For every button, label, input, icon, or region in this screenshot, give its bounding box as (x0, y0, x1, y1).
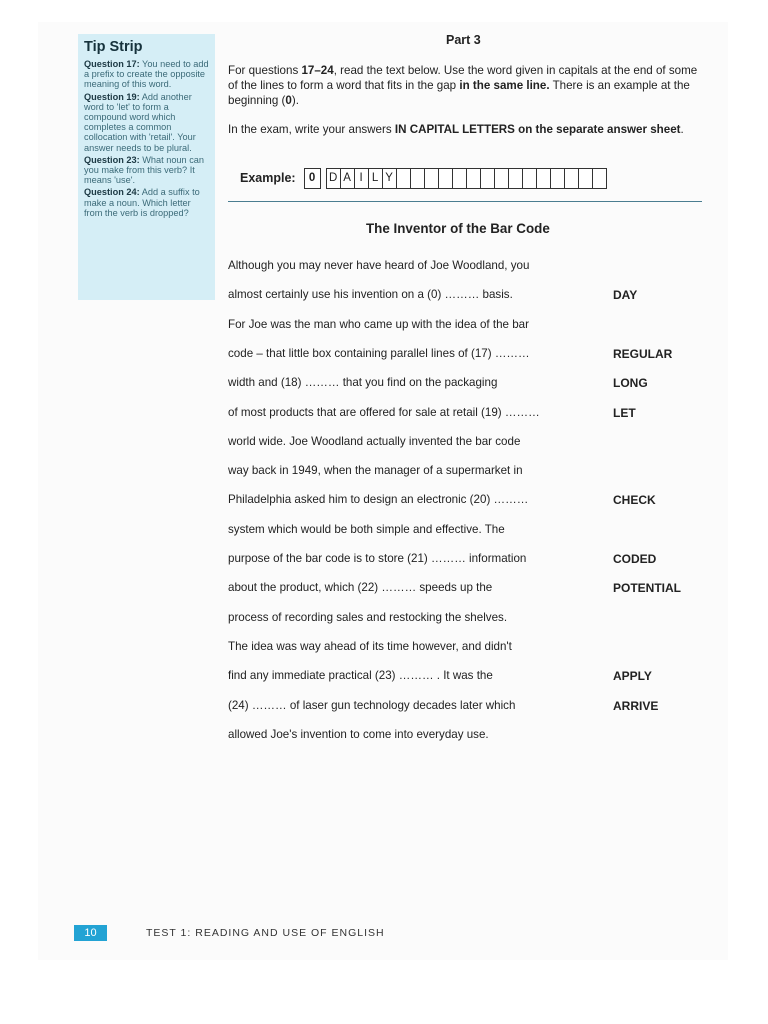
text-line-content: way back in 1949, when the manager of a supermarket in (228, 464, 523, 478)
exam-instructions (228, 122, 698, 137)
text-line-content: process of recording sales and restocking the shelves. (228, 610, 508, 624)
example-letter-box (522, 168, 537, 189)
text-line (228, 287, 698, 303)
text-line (228, 580, 698, 596)
text-line-content: system which would be both simple and effective. The (228, 522, 505, 536)
instr-range: 17–24 (301, 64, 334, 77)
text-line-content: (24) ……… of laser gun technology decades later which (228, 698, 516, 712)
tip-item-q24 (84, 187, 209, 218)
tip-strip (78, 34, 215, 300)
instr-text: There is an example at the beginning ( (228, 79, 690, 107)
instr-text: In the exam, write your answers (228, 123, 395, 136)
text-line (228, 463, 698, 479)
text-line (228, 492, 698, 508)
text-line-content: width and (18) ……… that you find on the packaging (228, 376, 498, 390)
text-line (228, 522, 698, 538)
example-letter-box (466, 168, 481, 189)
example-letter-box: D (326, 168, 341, 189)
text-line (228, 610, 698, 626)
example-letter-box (592, 168, 607, 189)
text-line-content: find any immediate practical (23) ……… . It was the (228, 669, 493, 683)
text-line-content: of most products that are offered for sale at retail (19) ……… (228, 405, 540, 419)
example-letter-box: L (368, 168, 383, 189)
example-letter-boxes (327, 168, 607, 189)
stem-word: LONG (613, 376, 648, 391)
text-line (228, 317, 698, 333)
text-line (228, 346, 698, 362)
tip-item-q17 (84, 59, 209, 90)
instr-text: , read the text below. Use the word given in capitals at the end of some of the lines to form a word that fits in the gap (228, 64, 698, 92)
text-line-content: The idea was way ahead of its time however, and didn't (228, 639, 512, 653)
page-number-badge: 10 (74, 925, 107, 941)
tip-text: What noun can you make from this verb? It means 'use'. (84, 154, 205, 186)
tip-question-label: Question 24: (84, 187, 140, 198)
stem-word: LET (613, 405, 636, 420)
tip-question-label: Question 17: (84, 59, 140, 69)
example-label: Example: (240, 171, 296, 185)
example-letter-box (438, 168, 453, 189)
example-letter-box (396, 168, 411, 189)
tip-item-q23 (84, 155, 209, 186)
footer-section-title: TEST 1: READING AND USE OF ENGLISH (146, 927, 385, 939)
text-line (228, 434, 698, 450)
example-letter-box (508, 168, 523, 189)
example-letter-box (550, 168, 565, 189)
example-letter-box (578, 168, 593, 189)
text-line (228, 639, 698, 655)
instr-example-number: 0 (285, 94, 292, 107)
example-letter-box (424, 168, 439, 189)
part-title: Part 3 (446, 33, 481, 47)
instr-text: For questions (228, 64, 302, 77)
text-line (228, 698, 698, 714)
section-divider (228, 201, 702, 202)
example-letter-box (452, 168, 467, 189)
text-line-content: about the product, which (22) ……… speeds up the (228, 581, 493, 595)
text-line-content: Philadelphia asked him to design an electronic (20) ……… (228, 493, 529, 507)
stem-word: APPLY (613, 669, 652, 684)
instr-emphasis: IN CAPITAL LETTERS on the separate answer sheet (394, 123, 681, 136)
example-letter-box: I (354, 168, 369, 189)
stem-word: POTENTIAL (613, 581, 681, 596)
tip-question-label: Question 19: (84, 91, 140, 102)
text-line-content: purpose of the bar code is to store (21) ……… information (228, 552, 527, 565)
text-line (228, 258, 698, 274)
text-line-content: world wide. Joe Woodland actually invented the bar code (228, 434, 521, 448)
example-row (240, 165, 607, 191)
text-line-content: allowed Joe's invention to come into everyday use. (228, 727, 489, 741)
example-letter-box (494, 168, 509, 189)
text-line-content: code – that little box containing parallel lines of (17) ……… (228, 346, 530, 360)
example-letter-box: Y (382, 168, 397, 189)
tip-question-label: Question 23: (84, 154, 140, 165)
instr-emphasis: in the same line. (459, 79, 550, 92)
text-line-content: almost certainly use his invention on a (0) ……… basis. (228, 288, 513, 302)
example-number-box: 0 (304, 168, 321, 189)
instructions-paragraph (228, 63, 698, 108)
stem-word: CHECK (613, 493, 656, 508)
example-letter-box: A (340, 168, 355, 189)
stem-word: DAY (613, 288, 638, 303)
text-line (228, 727, 698, 743)
text-line-content: For Joe was the man who came up with the idea of the bar (228, 317, 529, 331)
tip-item-q19 (84, 92, 209, 153)
example-letter-box (564, 168, 579, 189)
text-title: The Inventor of the Bar Code (366, 221, 550, 236)
instr-text: . (680, 123, 684, 136)
stem-word: REGULAR (613, 346, 673, 361)
instr-text: ). (291, 94, 299, 107)
stem-word: ARRIVE (613, 698, 659, 713)
tip-text: Add another word to 'let' to form a compound word which completes a common collocation with 'retail'. Your answer needs to be plural. (84, 91, 196, 153)
text-line (228, 375, 698, 391)
tip-text: You need to add a prefix to create the opposite meaning of this word. (84, 59, 209, 90)
example-letter-box (536, 168, 551, 189)
text-line (228, 405, 698, 421)
text-line (228, 668, 698, 684)
stem-word: CODED (613, 552, 657, 566)
text-line (228, 551, 698, 567)
example-letter-box (480, 168, 495, 189)
text-line-content: Although you may never have heard of Joe Woodland, you (228, 259, 530, 272)
tip-text: Add a suffix to make a noun. Which letter from the verb is dropped? (84, 187, 200, 218)
example-letter-box (410, 168, 425, 189)
tip-strip-title: Tip Strip (84, 39, 143, 55)
